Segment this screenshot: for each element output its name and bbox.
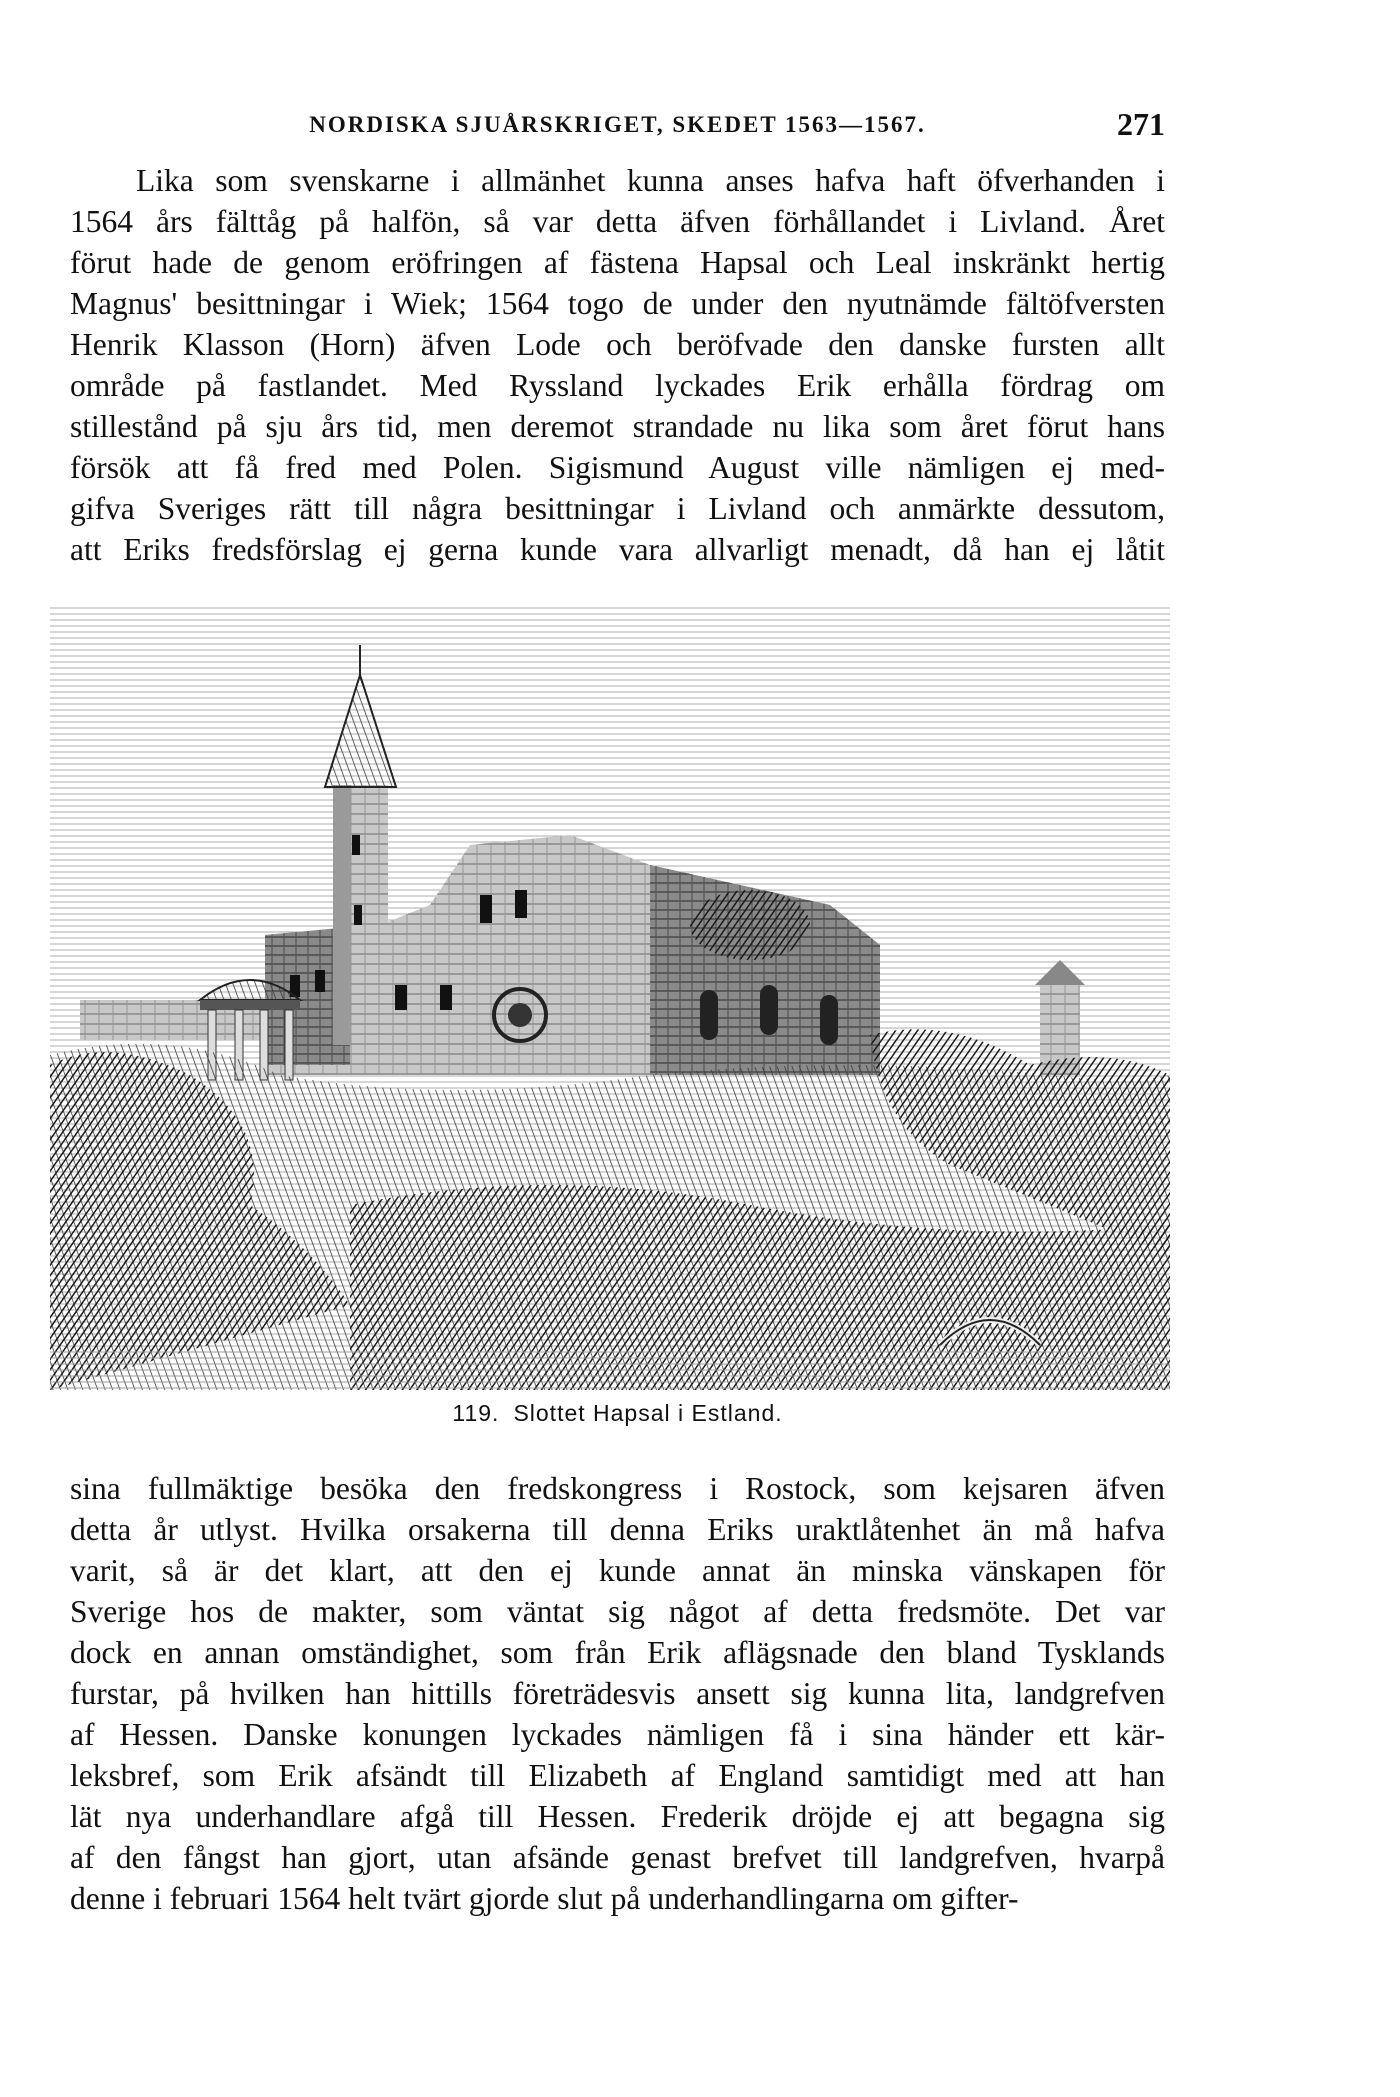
running-header [70,106,1165,152]
text-line: dock en annan omständighet, som från Erik aflägsnade den bland Tysklands [70,1635,1165,1670]
text-line: Sverige hos de makter, som väntat sig något af detta fredsmöte. Det var [70,1594,1165,1629]
text-line: 1564 års fälttåg på halfön, så var detta äfven förhållandet i Livland. Året [70,204,1165,239]
text-line: stillestånd på sju års tid, men deremot strandade nu lika som året förut hans [70,409,1165,444]
figure-number: 119. [452,1400,500,1426]
text-line: Henrik Klasson (Horn) äfven Lode och beröfvade den danske fursten allt [70,327,1165,362]
text-line: Magnus' besittningar i Wiek; 1564 togo de under den nyutnämde fältöfversten [70,286,1165,321]
text-line: lät nya underhandlare afgå till Hessen. Frederik dröjde ej att begagna sig [70,1799,1165,1834]
text-line: försök att få fred med Polen. Sigismund August ville nämligen ej med- [70,450,1165,485]
engraving-illustration [50,605,1170,1390]
text-line: leksbref, som Erik afsändt till Elizabeth af England samtidigt med att han [70,1758,1165,1793]
text-line: förut hade de genom eröfringen af fästena Hapsal och Leal inskränkt hertig [70,245,1165,280]
figure-caption [70,1400,1165,1427]
text-line: denne i februari 1564 helt tvärt gjorde slut på underhandlingarna om gifter- [70,1881,1019,1916]
text-line: af den fångst han gjort, utan afsände genast brefvet till landgrefven, hvarpå [70,1840,1165,1875]
text-line: att Eriks fredsförslag ej gerna kunde vara allvarligt menadt, då han ej låtit [70,532,1165,567]
figure-caption-text: Slottet Hapsal i Estland. [513,1400,783,1426]
text-line: af Hessen. Danske konungen lyckades nämligen få i sina händer ett kär- [70,1717,1165,1752]
engraving-castle-hapsal [50,605,1170,1390]
header-title: NORDISKA SJUÅRSKRIGET, SKEDET 1563—1567. [309,112,926,137]
paragraph-bottom [70,1468,1165,1919]
paragraph-top [70,160,1165,570]
text-line: gifva Sveriges rätt till några besittningar i Livland och anmärkte dessutom, [70,491,1165,526]
text-line: område på fastlandet. Med Ryssland lyckades Erik erhålla fördrag om [70,368,1165,403]
page-number: 271 [1117,106,1165,142]
text-line: Lika som svenskarne i allmänhet kunna anses hafva haft öfverhanden i [136,163,1165,198]
text-line: sina fullmäktige besöka den fredskongress i Rostock, som kejsaren äfven [70,1471,1165,1506]
text-line: varit, så är det klart, att den ej kunde annat än minska vänskapen för [70,1553,1165,1588]
text-line: furstar, på hvilken han hittills företrädesvis ansett sig kunna lita, landgrefven [70,1676,1165,1711]
text-line: detta år utlyst. Hvilka orsakerna till denna Eriks uraktlåtenhet än må hafva [70,1512,1165,1547]
